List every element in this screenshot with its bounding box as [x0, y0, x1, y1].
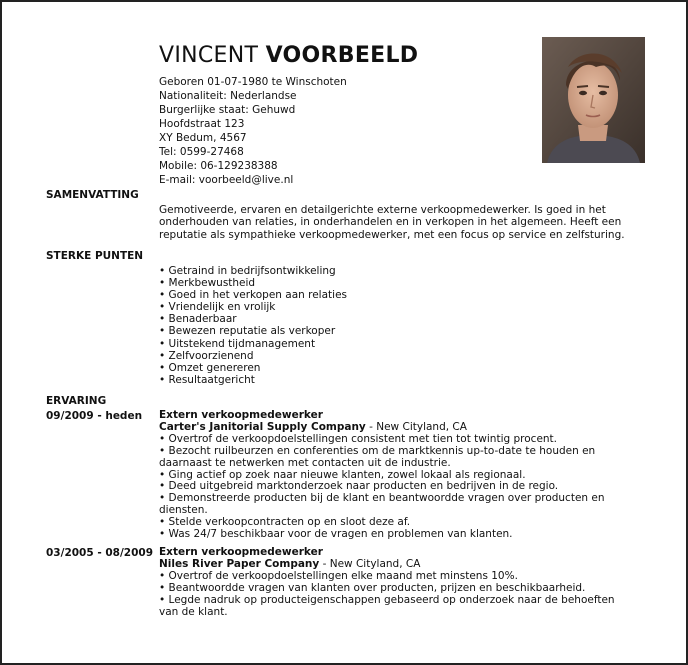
list-item: • Omzet genereren: [159, 361, 261, 374]
company-location: - New Cityland, CA: [365, 420, 467, 433]
list-item: daarnaast te netwerken met contacten uit de industrie.: [159, 456, 451, 469]
contact-mobile: Mobile: 06-129238388: [159, 160, 278, 172]
job-dates: 03/2005 - 08/2009: [46, 547, 154, 559]
experience-heading: ERVARING: [46, 395, 107, 407]
job-title: Extern verkoopmedewerker: [159, 546, 323, 558]
list-item: • Resultaatgericht: [159, 373, 255, 386]
contact-birth: Geboren 01-07-1980 te Winschoten: [159, 76, 347, 88]
list-item: • Bewezen reputatie als verkoper: [159, 325, 336, 338]
candidate-name: [159, 43, 418, 68]
company-name: Niles River Paper Company: [159, 557, 320, 570]
list-item: • Zelfvoorzienend: [159, 349, 254, 362]
contact-nationality: Nationaliteit: Nederlandse: [159, 90, 297, 102]
job-dates: 09/2009 - heden: [46, 410, 143, 422]
job-entry: [159, 547, 659, 618]
job-title: Extern verkoopmedewerker: [159, 409, 323, 421]
list-item: • Demonstreerde producten bij de klant en beantwoordde vragen over producten en: [159, 492, 605, 505]
contact-marital-status: Burgerlijke staat: Gehuwd: [159, 104, 296, 116]
summary-line: reputatie als sympathieke verkoopmedewerker, met een focus op service en zelfsturing.: [159, 228, 625, 241]
company-location: - New Cityland, CA: [319, 557, 421, 570]
job-bullets: [159, 434, 659, 541]
profile-photo: [542, 37, 645, 163]
summary-line: onderhouden van relaties, in onderhandelen en in verkopen in het algemeen. Heeft een: [159, 216, 622, 229]
list-item: • Benaderbaar: [159, 313, 237, 326]
summary-text: [159, 204, 649, 241]
list-item: • Overtrof de verkoopdoelstellingen consistent met tien tot twintig procent.: [159, 432, 558, 445]
list-item: • Getraind in bedrijfsontwikkeling: [159, 265, 336, 277]
list-item: • Beantwoordde vragen van klanten over producten, prijzen en beschikbaarheid.: [159, 581, 586, 594]
list-item: • Overtrof de verkoopdoelstellingen elke maand met minstens 10%.: [159, 569, 518, 582]
list-item: • Uitstekend tijdmanagement: [159, 337, 316, 350]
list-item: • Merkbewustheid: [159, 277, 256, 290]
list-item: • Bezocht ruilbeurzen en conferenties om de marktkennis up-to-date te houden en: [159, 444, 596, 457]
contact-email: E-mail: voorbeeld@live.nl: [159, 174, 294, 186]
first-name: VINCENT: [159, 43, 259, 68]
list-item: van de klant.: [159, 605, 228, 618]
list-item: • Ging actief op zoek naar nieuwe klanten, zowel lokaal als regionaal.: [159, 468, 526, 481]
list-item: • Stelde verkoopcontracten op en sloot deze af.: [159, 516, 411, 529]
list-item: • Vriendelijk en vrolijk: [159, 301, 276, 314]
job-bullets: [159, 571, 659, 619]
contact-street: Hoofdstraat 123: [159, 118, 245, 130]
job-entry: [159, 410, 659, 541]
list-item: diensten.: [159, 504, 208, 517]
summary-heading: SAMENVATTING: [46, 189, 139, 201]
list-item: • Deed uitgebreid marktonderzoek naar producten en bedrijven in de regio.: [159, 480, 559, 493]
last-name: VOORBEELD: [265, 43, 419, 68]
strengths-list: [159, 265, 347, 386]
contact-phone: Tel: 0599-27468: [159, 146, 244, 158]
list-item: • Goed in het verkopen aan relaties: [159, 289, 347, 302]
summary-line: Gemotiveerde, ervaren en detailgerichte externe verkoopmedewerker. Is goed in het: [159, 204, 606, 216]
company-name: Carter's Janitorial Supply Company: [159, 420, 366, 433]
list-item: • Was 24/7 beschikbaar voor de vragen en problemen van klanten.: [159, 528, 513, 541]
strengths-heading: STERKE PUNTEN: [46, 250, 144, 262]
contact-city: XY Bedum, 4567: [159, 132, 247, 144]
contact-details: [159, 75, 347, 187]
list-item: • Legde nadruk op producteigenschappen gebaseerd op onderzoek naar de behoeften: [159, 593, 615, 606]
